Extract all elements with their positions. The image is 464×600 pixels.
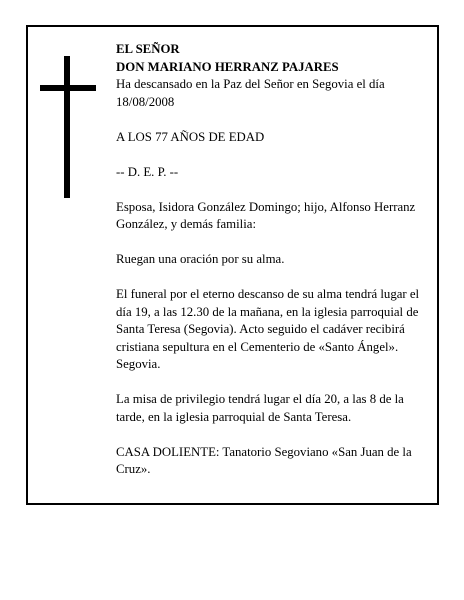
obituary-text xyxy=(116,41,432,496)
family-paragraph: Esposa, Isidora González Domingo; hijo, Alfonso Herranz González, y demás familia: xyxy=(116,199,416,231)
prayer-request: Ruegan una oración por su alma. xyxy=(116,252,285,266)
rip-line: -- D. E. P. -- xyxy=(116,164,179,179)
age-line: A LOS 77 AÑOS DE EDAD xyxy=(116,129,265,144)
obituary-card xyxy=(26,25,439,505)
deceased-name: DON MARIANO HERRANZ PAJARES xyxy=(116,59,339,74)
mass-details: La misa de privilegio tendrá lugar el día 20, a las 8 de la tarde, en la iglesia parroquial de Santa Teresa. xyxy=(116,392,404,424)
passing-notice: Ha descansado en la Paz del Señor en Segovia el día 18/08/2008 xyxy=(116,77,385,109)
title-line-1: EL SEÑOR xyxy=(116,42,180,56)
funeral-details: El funeral por el eterno descanso de su alma tendrá lugar el día 19, a las 12.30 de la mañana, en la iglesia parroquial de Santa Teresa (Segovia). Acto seguido el cadáver recibirá cristiana sepultura en el Cementerio de «Santo Ángel». Segovia. xyxy=(116,287,420,371)
mourning-house: CASA DOLIENTE: Tanatorio Segoviano «San Juan de la Cruz». xyxy=(116,444,412,476)
